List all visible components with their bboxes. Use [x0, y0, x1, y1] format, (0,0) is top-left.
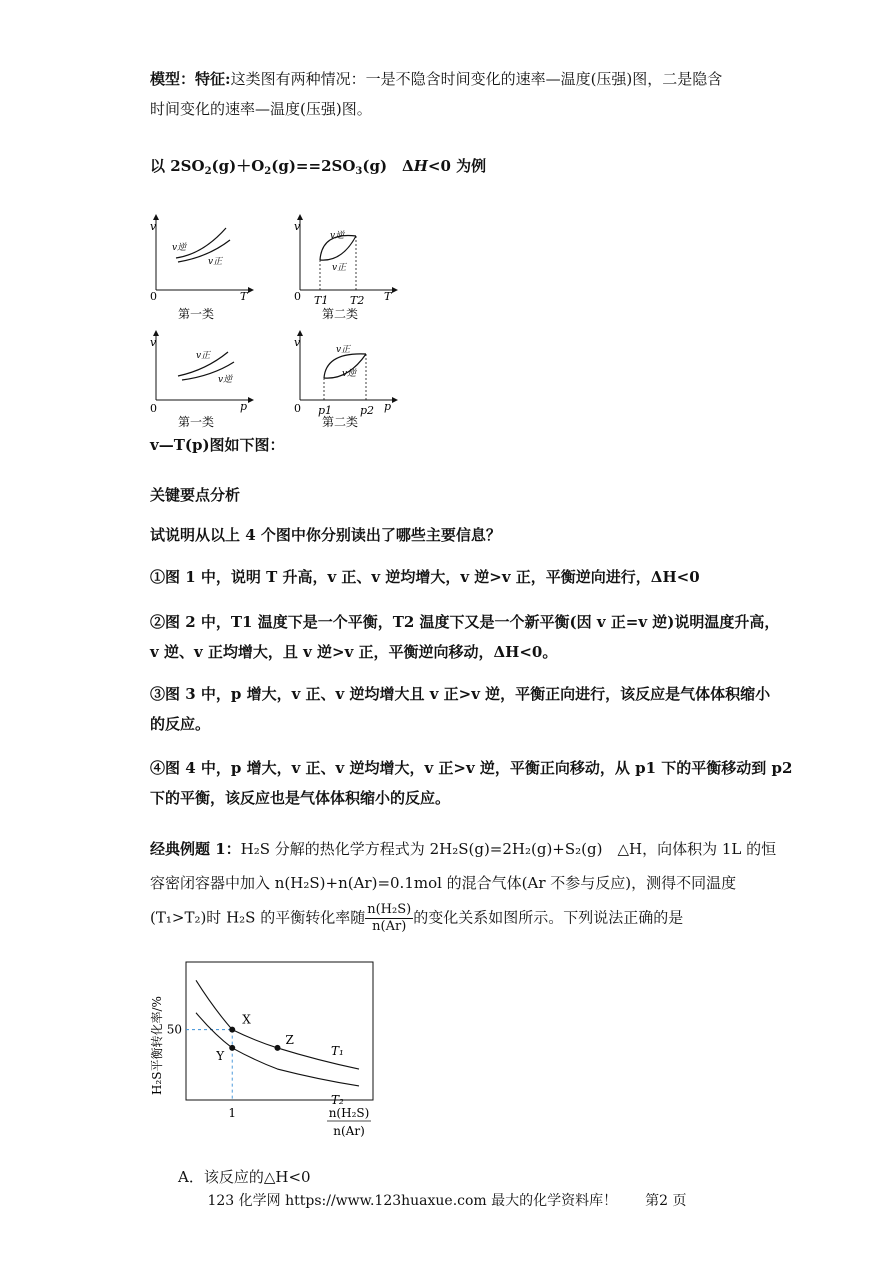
svg-text:v逆: v逆: [330, 231, 345, 241]
graph-1: [148, 212, 260, 324]
point-label-X: X: [242, 1012, 251, 1027]
point-X: [229, 1027, 235, 1033]
intro-text-1: 这类图有两种情况：一是不隐含时间变化的速率—温度(压强)图，二是隐含: [230, 70, 723, 88]
svg-text:0: 0: [150, 402, 157, 415]
point-4a: ④图 4 中，p 增大，v 正、v 逆均增大，v 正>v 逆，平衡正向移动，从 p1 下的平衡移动到 p2: [150, 759, 793, 777]
point-Z: [275, 1045, 281, 1051]
graph-3: [148, 330, 260, 440]
point-Y: [229, 1045, 235, 1051]
point-3b: 的反应。: [150, 715, 211, 733]
vt-caption: v—T(p)图如下图：: [150, 436, 285, 454]
x-axis-label-num: n(H₂S): [328, 1106, 370, 1120]
x-tick-label: 1: [228, 1106, 237, 1120]
svg-text:v: v: [150, 336, 157, 349]
svg-text:第二类: 第二类: [322, 307, 359, 321]
feature-label: 特征:: [195, 70, 231, 88]
y-tick-label: 50: [166, 1022, 182, 1037]
intro-line-1: [150, 68, 722, 89]
svg-text:0: 0: [294, 402, 301, 415]
svg-text:第一类: 第一类: [178, 307, 215, 321]
svg-text:p1: p1: [318, 404, 333, 417]
example1-line-3: (T₁>T₂)时 H₂S 的平衡转化率随 $\frac{\text{n(H₂S)}}{n(Ar)}$ 的变化关系如图所示。下列说法正确的是: [150, 902, 684, 934]
x-axis-label-den: n(Ar): [333, 1124, 365, 1138]
example1-label: 经典例题 1：: [150, 840, 241, 858]
question: 试说明从以上 4 个图中你分别读出了哪些主要信息？: [150, 526, 501, 544]
series-label-0: T₁: [331, 1044, 344, 1059]
point-2a: ②图 2 中，T1 温度下是一个平衡，T2 温度下又是一个新平衡(因 v 正=v 逆)说明温度升高，: [150, 613, 780, 631]
graph-4: [292, 330, 404, 440]
svg-text:v正: v正: [336, 345, 351, 355]
option-a: A．该反应的△H<0: [178, 1168, 311, 1186]
model-label: 模型：: [150, 70, 196, 88]
svg-text:p2: p2: [360, 404, 375, 417]
svg-text:v: v: [294, 220, 301, 233]
svg-text:T: T: [384, 290, 392, 303]
key-points-title: 关键要点分析: [150, 486, 241, 504]
point-4b: 下的平衡，该反应也是气体体积缩小的反应。: [150, 789, 451, 807]
point-label-Z: Z: [285, 1032, 294, 1047]
point-3a: ③图 3 中，p 增大，v 正、v 逆均增大且 v 正>v 逆，平衡正向进行，该反应是气体体积缩小: [150, 685, 771, 703]
graph-2: [292, 212, 404, 324]
point-label-Y: Y: [216, 1048, 225, 1063]
point-1: ①图 1 中，说明 T 升高，v 正、v 逆均增大，v 逆>v 正，平衡逆向进行，ΔH<0: [150, 568, 700, 586]
ratio-fraction: $\frac{\text{n(H₂S)}}{n(Ar)}$: [367, 902, 412, 934]
svg-text:T2: T2: [350, 294, 365, 307]
svg-text:T: T: [240, 290, 248, 303]
y-axis-label: H₂S平衡转化率/%: [150, 996, 164, 1095]
page-footer: 123 化学网 https://www.123huaxue.com 最大的化学资料库！ 第2 页: [207, 1193, 687, 1209]
reaction-example: 以 $2SO_2(g)+O_2(g)==2SO_3(g)$ ΔH<0 为例: [150, 157, 487, 177]
series-label-1: T₂: [331, 1092, 344, 1107]
svg-text:v逆: v逆: [172, 243, 187, 253]
example1-line-2: 容密闭容器中加入 n(H₂S)+n(Ar)=0.1mol 的混合气体(Ar 不参与反应)，测得不同温度: [150, 874, 737, 892]
svg-text:0: 0: [294, 290, 301, 303]
example1-line-1: 经典例题 1：H₂S 分解的热化学方程式为 2H₂S(g)=2H₂(g)+S₂(g) △H，向体积为 1L 的恒: [150, 840, 777, 858]
svg-text:p: p: [384, 400, 392, 413]
svg-text:v: v: [294, 336, 301, 349]
svg-text:v逆: v逆: [218, 375, 233, 385]
svg-text:v逆: v逆: [342, 369, 357, 379]
intro-line-2: 时间变化的速率—温度(压强)图。: [150, 100, 372, 118]
svg-text:p: p: [240, 400, 248, 413]
svg-text:第二类: 第二类: [322, 415, 359, 429]
svg-text:v正: v正: [332, 263, 347, 273]
svg-text:0: 0: [150, 290, 157, 303]
conversion-chart: [145, 955, 385, 1145]
svg-text:v正: v正: [196, 351, 211, 361]
point-2b: v 逆、v 正均增大，且 v 逆>v 正，平衡逆向移动，ΔH<0。: [150, 643, 558, 661]
svg-text:T1: T1: [314, 294, 329, 307]
svg-text:第一类: 第一类: [178, 415, 215, 429]
svg-text:v: v: [150, 220, 157, 233]
svg-text:v正: v正: [208, 257, 223, 267]
